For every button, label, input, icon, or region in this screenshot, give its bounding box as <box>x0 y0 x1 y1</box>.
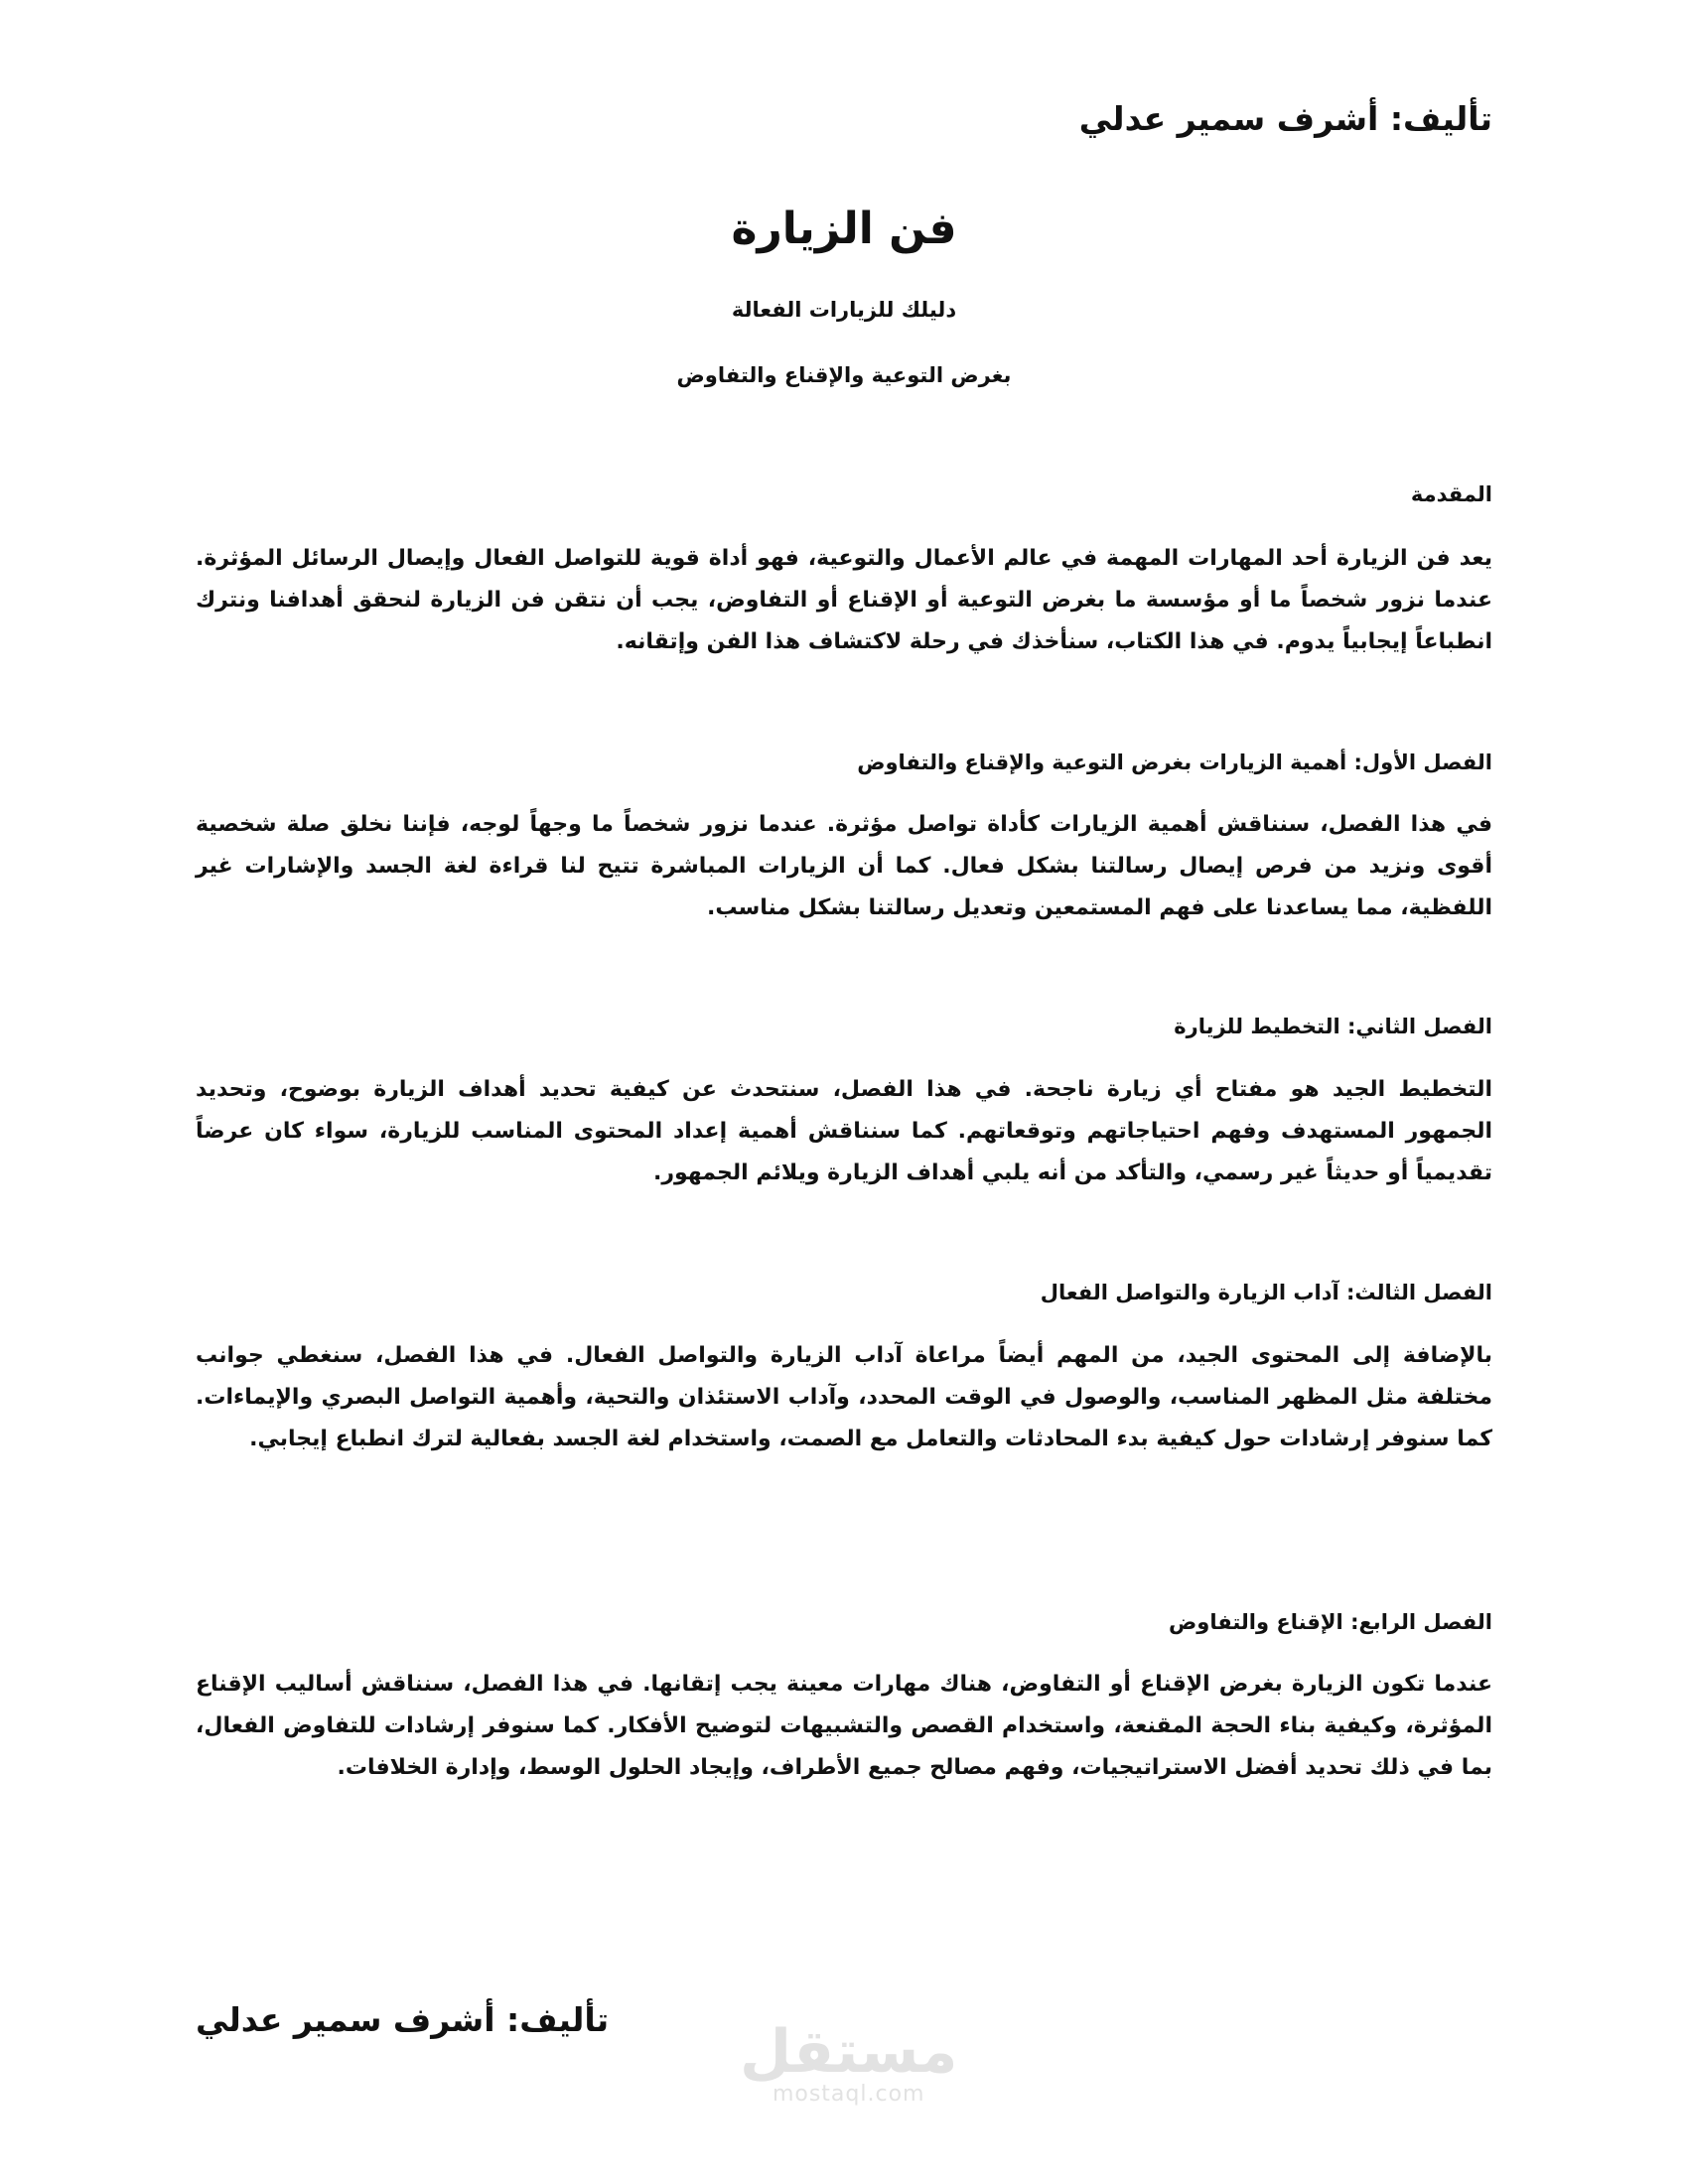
subtitle-1: دليلك للزيارات الفعالة <box>731 298 957 322</box>
section-body-ch4: عندما تكون الزيارة بغرض الإقناع أو التفاوض، هناك مهارات معينة يجب إتقانها. في هذا الفصل، سنناقش أساليب الإقناع المؤثرة، وكيفية بناء الحجة المقنعة، واستخدام القصص والتشبيهات لتوضيح الأفكار. كما سنوفر إرشادات للتفاوض الفعال، بما في ذلك تحديد أفضل الاستراتيجيات، وفهم مصالح جميع الأطراف، وإيجاد الحلول الوسط، وإدارة الخلافات. <box>196 1672 1492 1780</box>
page-title: فن الزيارة <box>731 204 957 254</box>
section-heading-ch4: الفصل الرابع: الإقناع والتفاوض <box>1169 1610 1492 1634</box>
section-body-intro: يعد فن الزيارة أحد المهارات المهمة في عالم الأعمال والتوعية، فهو أداة قوية للتواصل الفعال وإيصال الرسائل المؤثرة. عندما نزور شخصاً ما أو مؤسسة ما بغرض التوعية أو الإقناع أو التفاوض، يجب أن نتقن فن الزيارة لنحقق أهدافنا ونترك انطباعاً إيجابياً يدوم. في هذا الكتاب، سنأخذك في رحلة لاكتشاف هذا الفن وإتقانه. <box>196 546 1492 654</box>
section-heading-ch2: الفصل الثاني: التخطيط للزيارة <box>1174 1015 1492 1038</box>
author-top: تأليف: أشرف سمير عدلي <box>1078 99 1492 138</box>
watermark-logo <box>740 2017 958 2107</box>
author-bottom: تأليف: أشرف سمير عدلي <box>196 2000 610 2039</box>
subtitle-2: بغرض التوعية والإقناع والتفاوض <box>676 363 1012 387</box>
section-body-ch1: في هذا الفصل، سنناقش أهمية الزيارات كأداة تواصل مؤثرة. عندما نزور شخصاً ما وجهاً لوجه، فإننا نخلق صلة شخصية أقوى ونزيد من فرص إيصال رسالتنا بشكل فعال. كما أن الزيارات المباشرة تتيح لنا قراءة لغة الجسد والإشارات غير اللفظية، مما يساعدنا على فهم المستمعين وتعديل رسالتنا بشكل مناسب. <box>196 812 1492 920</box>
section-body-ch2: التخطيط الجيد هو مفتاح أي زيارة ناجحة. في هذا الفصل، سنتحدث عن كيفية تحديد أهداف الزيارة بوضوح، وتحديد الجمهور المستهدف وفهم احتياجاتهم وتوقعاتهم. كما سنناقش أهمية إعداد المحتوى المناسب للزيارة، سواء كان عرضاً تقديمياً أو حديثاً غير رسمي، والتأكد من أنه يلبي أهداف الزيارة ويلائم الجمهور. <box>196 1077 1492 1185</box>
section-heading-ch1: الفصل الأول: أهمية الزيارات بغرض التوعية والإقناع والتفاوض <box>857 751 1492 774</box>
section-body-ch3: بالإضافة إلى المحتوى الجيد، من المهم أيضاً مراعاة آداب الزيارة والتواصل الفعال. في هذا الفصل، سنغطي جوانب مختلفة مثل المظهر المناسب، والوصول في الوقت المحدد، وآداب الاستئذان والتحية، وأهمية التواصل البصري والإيماءات. كما سنوفر إرشادات حول كيفية بدء المحادثات والتعامل مع الصمت، واستخدام لغة الجسد بفعالية لترك انطباع إيجابي. <box>196 1343 1492 1451</box>
section-heading-ch3: الفصل الثالث: آداب الزيارة والتواصل الفعال <box>1040 1281 1492 1304</box>
watermark-latin: mostaql.com <box>772 2082 925 2107</box>
section-heading-intro: المقدمة <box>1410 482 1492 506</box>
watermark-arabic: مستقل <box>740 2017 958 2087</box>
